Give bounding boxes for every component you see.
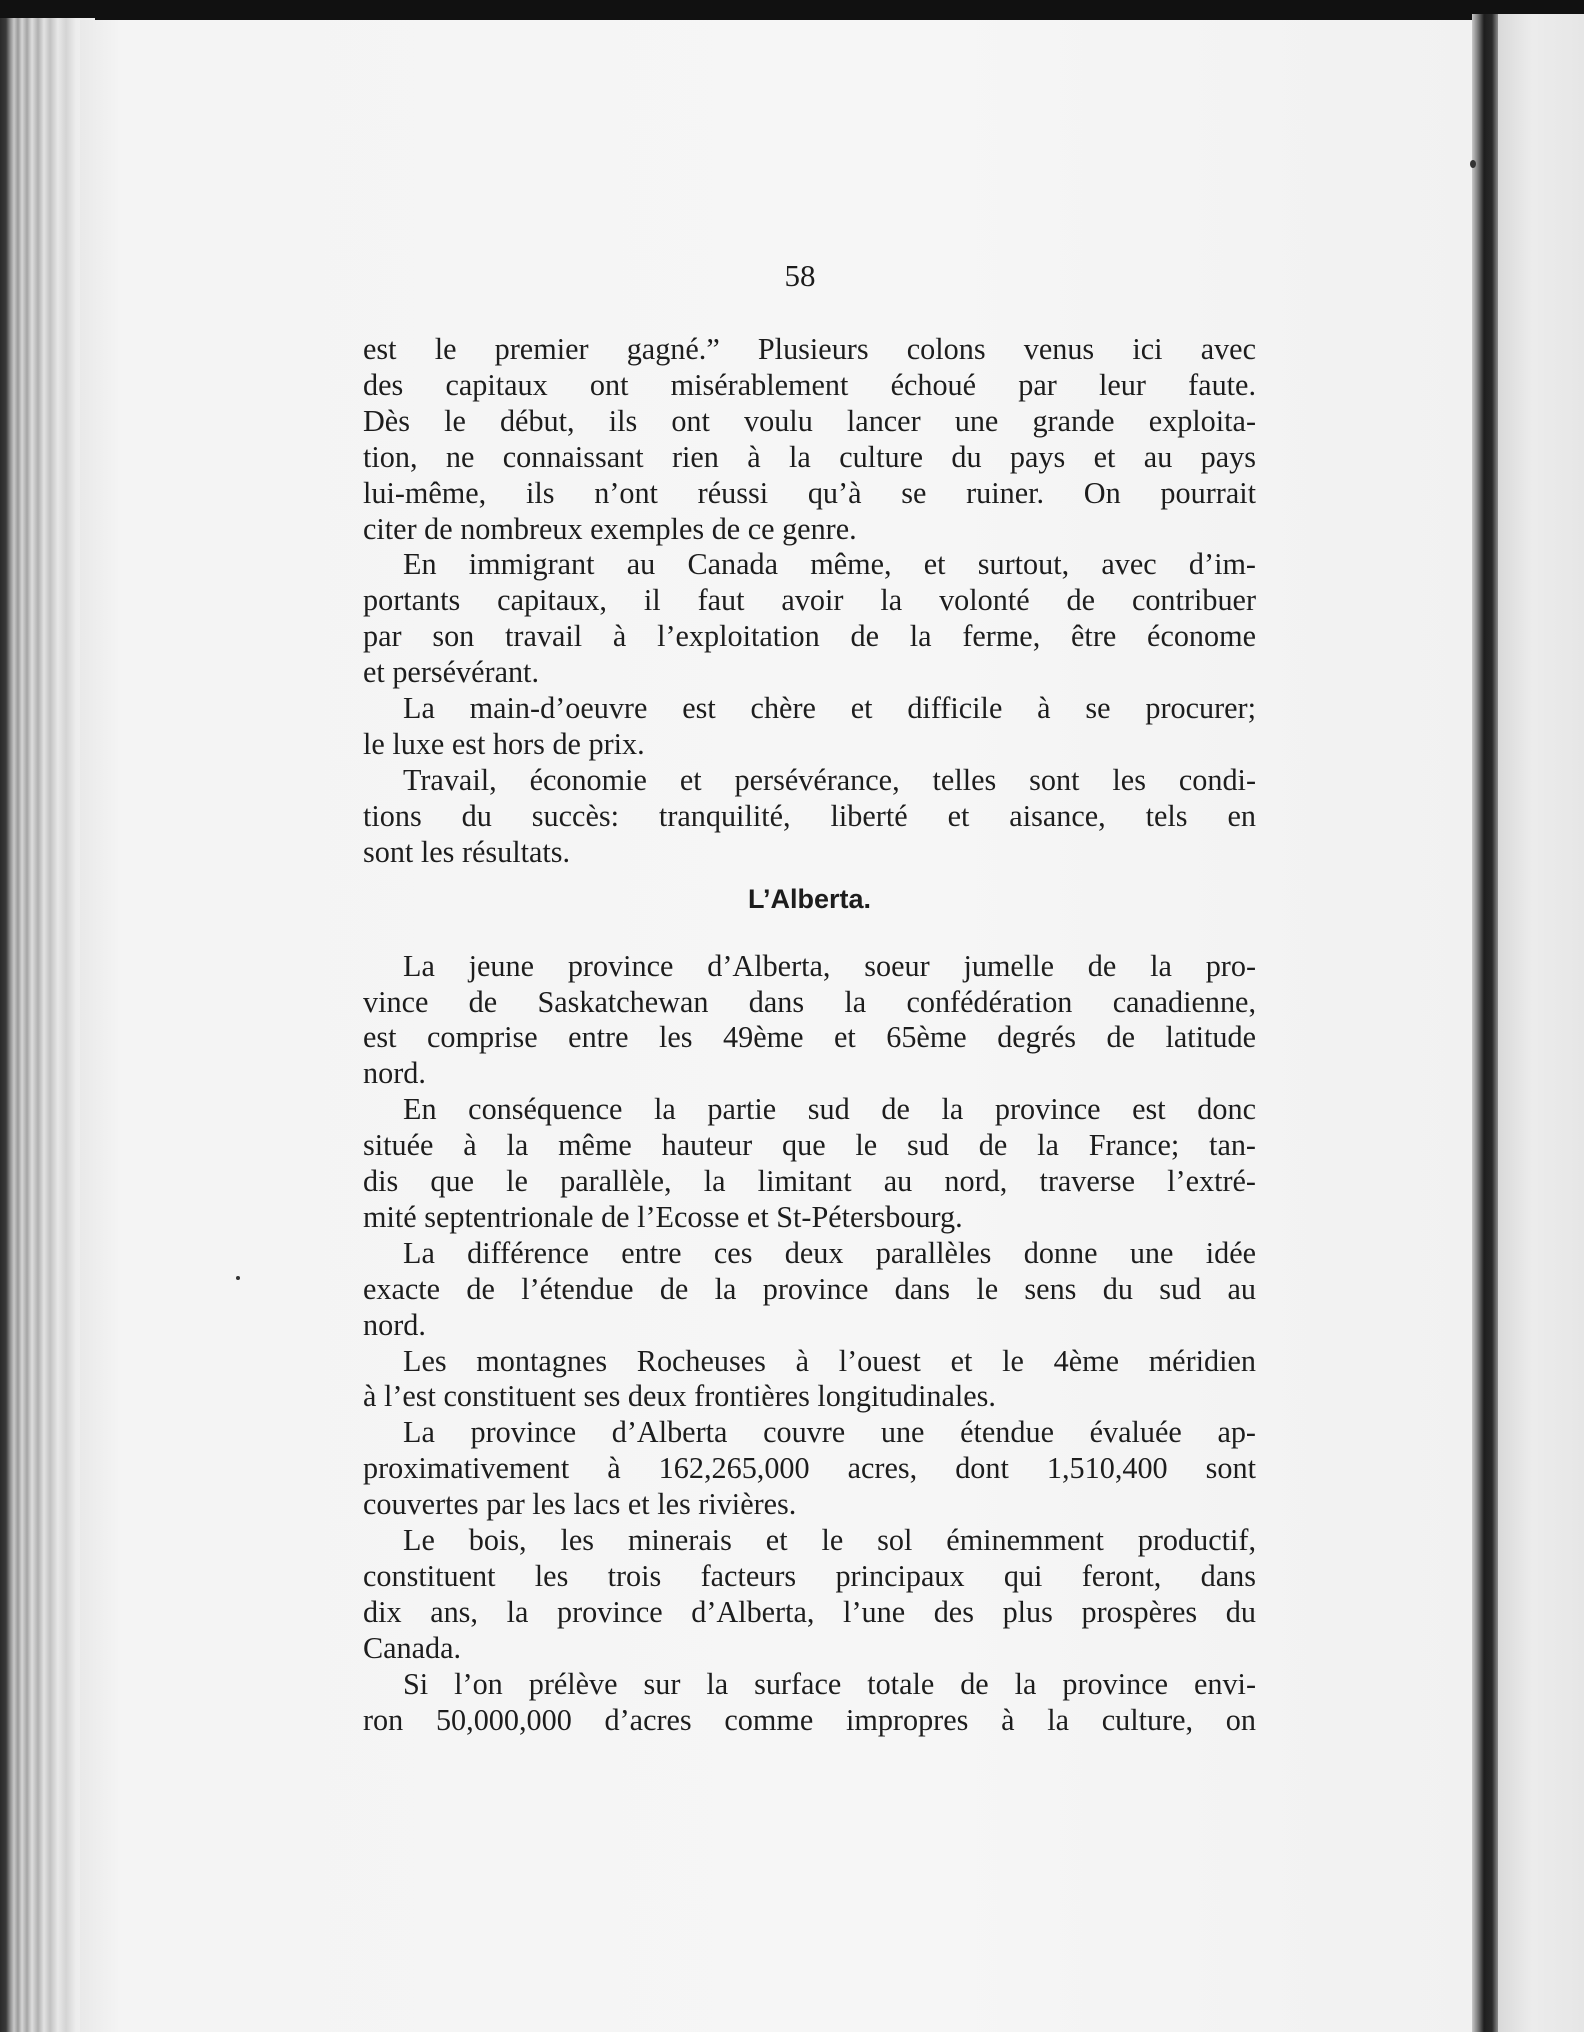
text-line: et persévérant. — [363, 655, 539, 690]
text-line: Le bois, les minerais et le sol éminemment productif, — [403, 1523, 1256, 1558]
ink-speck — [1470, 160, 1476, 168]
text-line: Dès le début, ils ont voulu lancer une grande exploita- — [363, 403, 1256, 438]
text-before-heading — [363, 332, 1256, 871]
paragraph — [363, 1415, 1256, 1523]
text-line: couvertes par les lacs et les rivières. — [363, 1487, 797, 1522]
page-text — [363, 332, 1256, 1739]
text-line: Travail, économie et persévérance, telles sont les condi- — [403, 762, 1256, 797]
text-line: citer de nombreux exemples de ce genre. — [363, 511, 857, 546]
text-line: portants capitaux, il faut avoir la volonté de contribuer — [363, 583, 1256, 618]
text-line: La main-d’oeuvre est chère et difficile à se procurer; — [403, 691, 1256, 726]
text-line: proximativement à 162,265,000 acres, dont 1,510,400 sont — [363, 1451, 1256, 1486]
text-line: tion, ne connaissant rien à la culture du pays et au pays — [363, 439, 1256, 474]
text-line: sont les résultats. — [363, 834, 571, 869]
text-line: vince de Saskatchewan dans la confédération canadienne, — [363, 984, 1256, 1019]
text-line: En conséquence la partie sud de la province est donc — [403, 1092, 1256, 1127]
paragraph — [363, 547, 1256, 691]
text-line: le luxe est hors de prix. — [363, 726, 645, 761]
text-line: est comprise entre les 49ème et 65ème degrés de latitude — [363, 1020, 1256, 1055]
text-line: La jeune province d’Alberta, soeur jumelle de la pro- — [403, 948, 1256, 983]
text-line: à l’est constituent ses deux frontières longitudinales. — [363, 1379, 996, 1414]
text-line: nord. — [363, 1056, 426, 1091]
paragraph — [363, 332, 1256, 547]
paragraph — [363, 949, 1256, 1093]
paragraph — [363, 1667, 1256, 1739]
text-line: nord. — [363, 1307, 426, 1342]
text-line: dis que le parallèle, la limitant au nord, traverse l’extré- — [363, 1164, 1256, 1199]
text-line: tions du succès: tranquilité, liberté et aisance, tels en — [363, 798, 1256, 833]
ink-speck — [236, 1276, 240, 1280]
text-line: La province d’Alberta couvre une étendue évaluée ap- — [403, 1415, 1256, 1450]
text-line: des capitaux ont misérablement échoué par leur faute. — [363, 367, 1256, 402]
page-number: 58 — [784, 258, 816, 293]
text-line: ron 50,000,000 d’acres comme impropres à la culture, on — [363, 1702, 1256, 1737]
section-heading: L’Alberta. — [747, 883, 872, 914]
scanner-frame — [0, 0, 1584, 22]
text-line: exacte de l’étendue de la province dans le sens du sud au — [363, 1271, 1256, 1306]
text-line: mité septentrionale de l’Ecosse et St-Pétersbourg. — [363, 1199, 963, 1234]
paragraph — [363, 1344, 1256, 1416]
text-line: dix ans, la province d’Alberta, l’une des plus prospères du — [363, 1594, 1256, 1629]
text-line: constituent les trois facteurs principaux qui feront, dans — [363, 1559, 1256, 1593]
text-line: par son travail à l’exploitation de la ferme, être économe — [363, 619, 1256, 654]
paragraph — [363, 1523, 1256, 1667]
text-after-heading — [363, 949, 1256, 1739]
paragraph — [363, 1092, 1256, 1236]
facing-page-edge — [1498, 14, 1584, 2032]
text-line: En immigrant au Canada même, et surtout, avec d’im- — [403, 547, 1256, 582]
paragraph — [363, 763, 1256, 871]
text-line: lui-même, ils n’ont réussi qu’à se ruiner. On pourrait — [363, 475, 1256, 510]
text-line: Les montagnes Rocheuses à l’ouest et le 4ème méridien — [403, 1343, 1256, 1378]
text-line: Canada. — [363, 1630, 462, 1665]
book-spine — [1472, 14, 1498, 2032]
paragraph — [363, 1236, 1256, 1344]
text-line: située à la même hauteur que le sud de la France; tan- — [363, 1128, 1256, 1163]
text-line: Si l’on prélève sur la surface totale de la province envi- — [403, 1666, 1256, 1701]
text-line: La différence entre ces deux parallèles donne une idée — [403, 1235, 1256, 1270]
paragraph — [363, 691, 1256, 763]
text-line: est le premier gagné.” Plusieurs colons venus ici avec — [363, 332, 1256, 366]
